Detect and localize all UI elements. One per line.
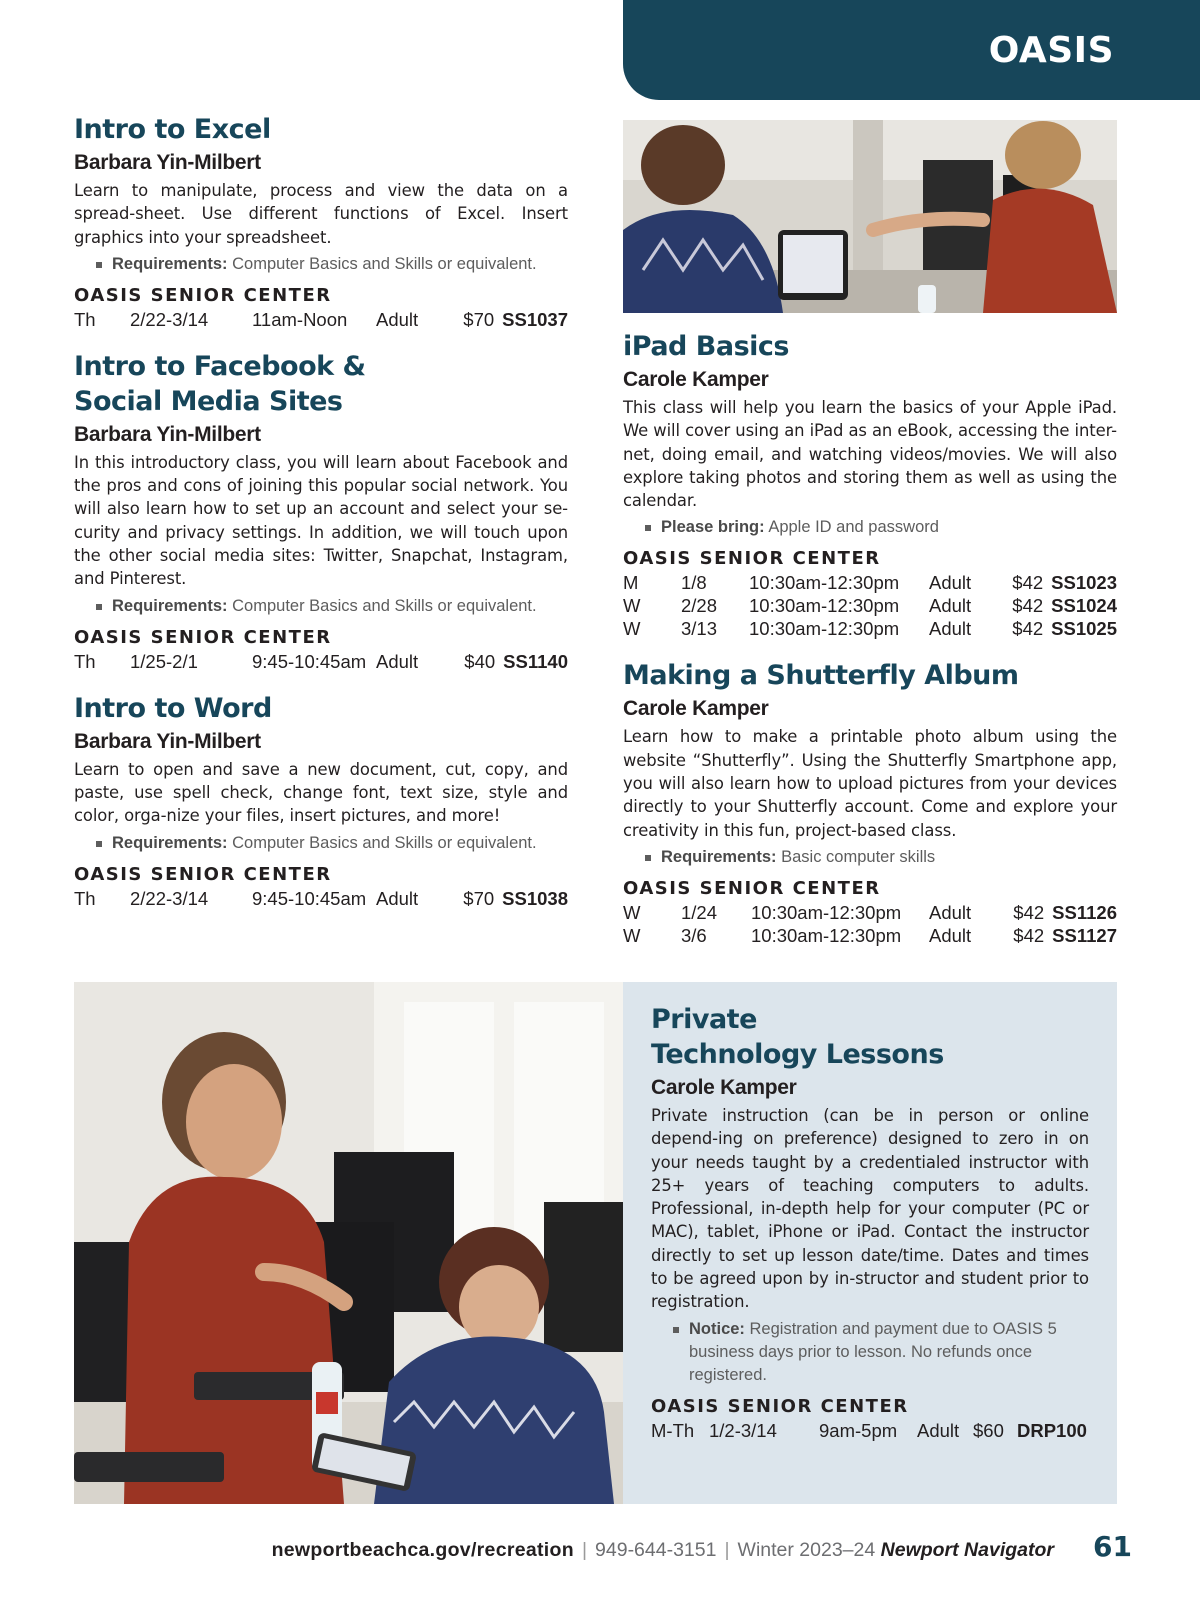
course-location: OASIS SENIOR CENTER [651,1395,909,1417]
photo-private-lesson [74,982,623,1504]
schedule-row: W 3/13 10:30am-12:30pm Adult $42 SS1025 [623,618,1117,640]
bullet-square-icon [673,1327,679,1333]
course-location: OASIS SENIOR CENTER [74,626,332,648]
bullet-square-icon [645,855,651,861]
classroom-photo-image [623,120,1117,313]
course-description: Learn to open and save a new document, cut, copy, and paste, use spell check, change font, text size, style and color, orga-nize your files, insert pictures, and more! [74,759,568,826]
course-intro-facebook [74,349,568,673]
course-private-technology-lessons [651,1002,1089,1442]
schedule-table [74,650,568,673]
course-please-bring: Please bring: Apple ID and password [645,516,1117,539]
course-description: Learn how to make a printable photo album using the website “Shutterfly”. Using the Shutterfly Smartphone app, you will also learn how to upload pictures from your devices directly to your Shutterfly account. Come and explore your creativity in this fun, project-based class. [623,727,1117,840]
bullet-square-icon [645,525,651,531]
footer-text: newportbeachca.gov/recreation | 949-644-3151 | Winter 2023–24 Newport Navigator [271,1539,1054,1561]
course-title: Intro to Facebook & Social Media Sites [74,350,366,417]
footer-magazine: Newport Navigator [880,1539,1054,1561]
schedule-row: W 2/28 10:30am-12:30pm Adult $42 SS1024 [623,595,1117,617]
course-shutterfly-album [623,658,1117,946]
course-ipad-basics [623,329,1117,640]
course-title: Making a Shutterfly Album [623,660,1019,692]
bullet-square-icon [96,841,102,847]
left-column [74,112,568,928]
course-intro-word [74,691,568,910]
course-instructor: Carole Kamper [651,1076,797,1099]
schedule-table [623,901,1117,947]
bullet-square-icon [96,262,102,268]
course-instructor: Carole Kamper [623,368,769,391]
course-description: Learn to manipulate, process and view the data on a spread-sheet. Use different functions of Excel. Insert graphics into your spreadsheet. [74,181,568,247]
footer-phone: 949-644-3151 [595,1539,717,1561]
course-requirements: Requirements: Basic computer skills [645,846,1117,869]
instructor-student-photo-image [74,982,623,1504]
schedule-row: Th 2/22-3/14 11am-Noon Adult $70 SS1037 [74,308,568,330]
course-description: Private instruction (can be in person or online depend-ing on preference) designed to zero in on your needs taught by a credentialed instructor with 25+ years of teaching computers to adults. Professional, in-depth help for your computer (PC or MAC), tablet, iPhone or iPad. Contact the instructor directly to set up lesson date/time. Dates and times to be agreed upon by in-structor and student prior to registration. [651,1106,1089,1312]
schedule-row: W 1/24 10:30am-12:30pm Adult $42 SS1126 [623,901,1117,923]
course-instructor: Barbara Yin-Milbert [74,729,261,753]
schedule-table [651,1419,1089,1442]
footer-url[interactable]: newportbeachca.gov/recreation [271,1539,574,1561]
schedule-row: M-Th 1/2-3/14 9am-5pm Adult $60 DRP100 [651,1419,1087,1441]
course-requirements: Requirements: Computer Basics and Skills or equivalent. [96,595,568,618]
course-title: Intro to Word [74,692,272,724]
course-location: OASIS SENIOR CENTER [623,548,881,570]
page-footer [0,1535,1200,1565]
schedule-row: M 1/8 10:30am-12:30pm Adult $42 SS1023 [623,572,1117,594]
course-intro-excel [74,112,568,331]
page-number: 61 [1093,1530,1132,1563]
course-description: In this introductory class, you will learn about Facebook and the pros and cons of joining this popular social network. You will also learn how to set up an account and select your se-curity and privacy settings. In addition, we will touch upon the other social media sites: Twitter, Snapchat, Instagram, and Pinterest. [74,452,568,589]
course-requirements: Requirements: Computer Basics and Skills or equivalent. [96,832,568,855]
course-instructor: Barbara Yin-Milbert [74,422,261,446]
schedule-table [74,308,568,331]
right-column [623,120,1117,965]
course-location: OASIS SENIOR CENTER [623,877,881,899]
course-instructor: Carole Kamper [623,697,769,721]
schedule-row: Th 2/22-3/14 9:45-10:45am Adult $70 SS1038 [74,887,568,909]
schedule-row: W 3/6 10:30am-12:30pm Adult $42 SS1127 [623,924,1117,946]
schedule-table [623,571,1117,640]
course-description: This class will help you learn the basics of your Apple iPad. We will cover using an iPad as an eBook, accessing the inter-net, doing email, and watching videos/movies. We will also explore taking photos and storing them as well as using the calendar. [623,398,1117,511]
course-notice: Notice: Registration and payment due to OASIS 5 business days prior to lesson. No refunds once registered. [673,1318,1089,1387]
course-location: OASIS SENIOR CENTER [74,284,332,306]
course-instructor: Barbara Yin-Milbert [74,151,261,174]
bullet-square-icon [96,604,102,610]
schedule-table [74,887,568,910]
section-tab [623,0,1200,100]
photo-ipad-class [623,120,1117,313]
course-title: iPad Basics [623,331,789,362]
footer-season: Winter 2023–24 [737,1539,876,1561]
course-location: OASIS SENIOR CENTER [74,863,332,885]
course-title: Intro to Excel [74,114,271,145]
course-requirements: Requirements: Computer Basics and Skills or equivalent. [96,253,568,276]
schedule-row: Th 1/25-2/1 9:45-10:45am Adult $40 SS1140 [74,650,568,672]
course-title: Private Technology Lessons [651,1004,944,1070]
section-title: OASIS [988,30,1114,71]
